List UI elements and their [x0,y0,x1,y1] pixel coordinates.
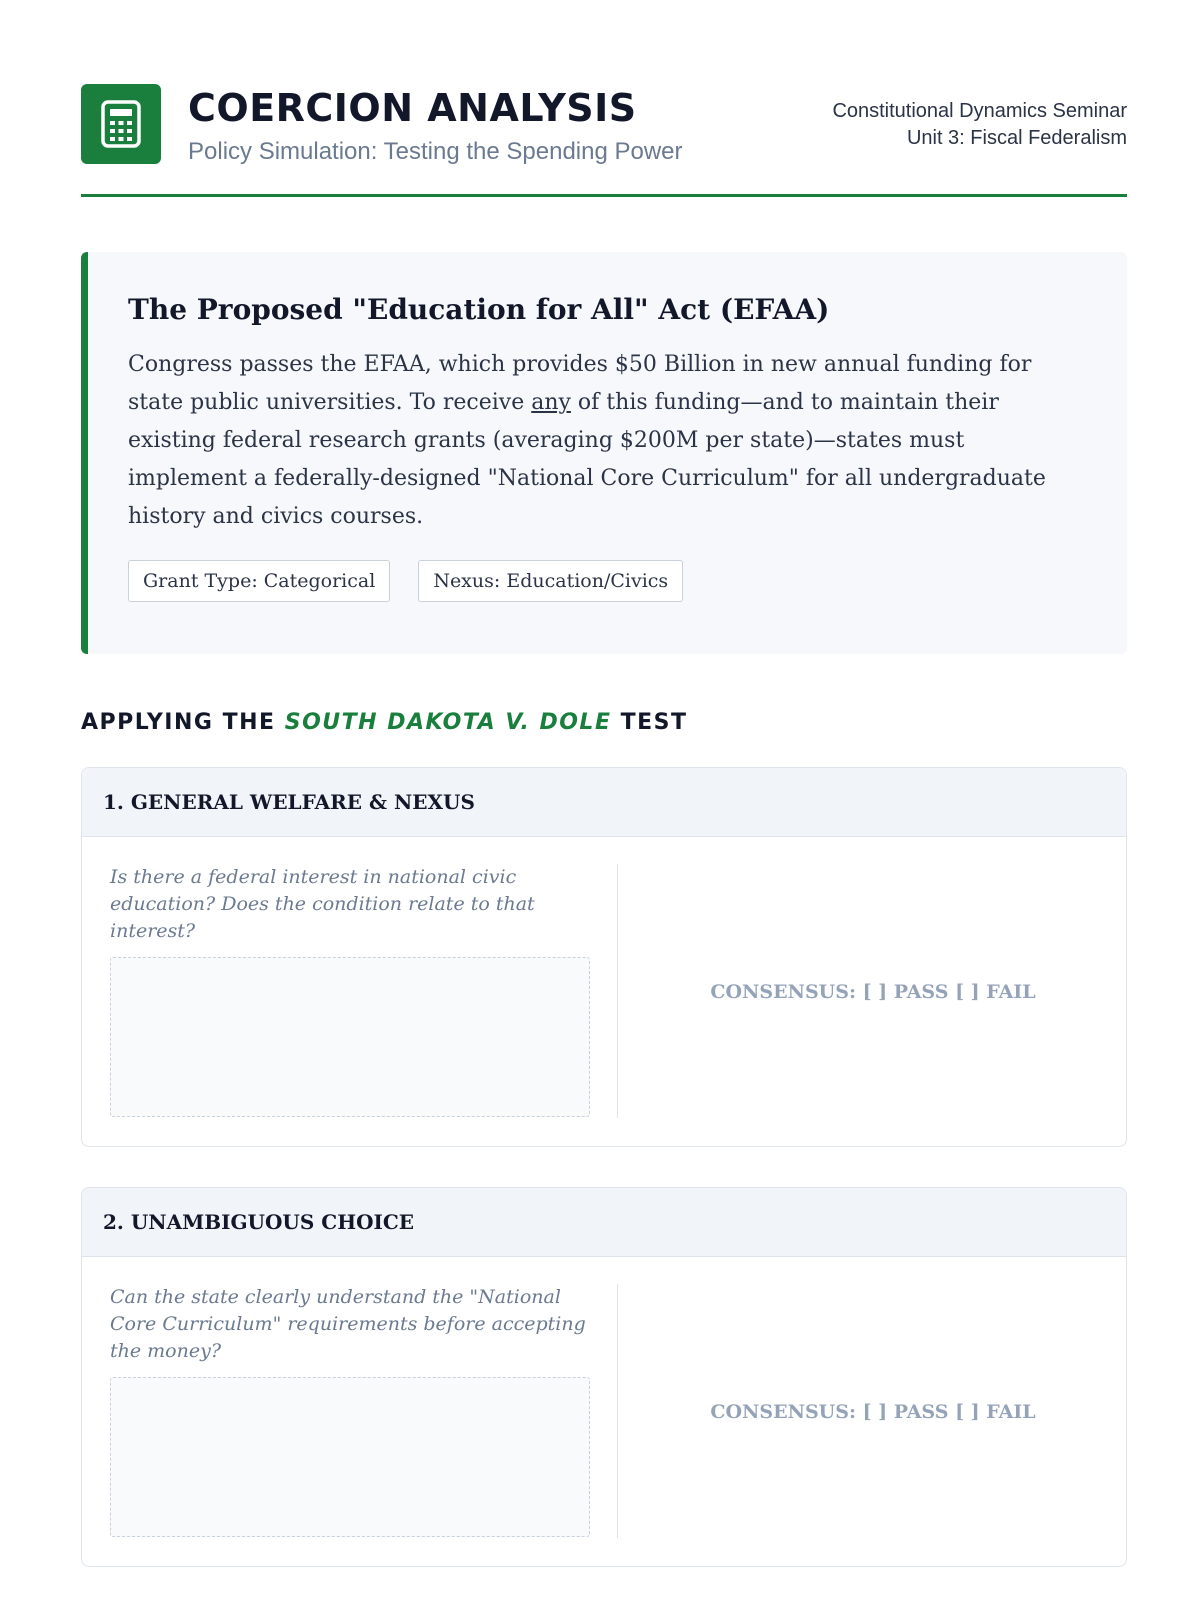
criterion-title: 1. GENERAL WELFARE & NEXUS [82,768,1126,837]
page-subtitle: Policy Simulation: Testing the Spending Power [188,138,683,165]
course-meta [832,98,1127,152]
notes-area[interactable] [110,957,590,1117]
notes-area[interactable] [110,1377,590,1537]
calculator-icon [81,84,161,164]
section-heading-prefix: APPLYING THE [81,710,276,735]
unit-name: Unit 3: Fiscal Federalism [906,127,1127,149]
scenario-title: The Proposed "Education for All" Act (EFAA) [128,293,830,326]
criterion-title: 2. UNAMBIGUOUS CHOICE [82,1188,1126,1257]
criterion-prompt: Is there a federal interest in national civic education? Does the condition relate to that interest? [110,866,535,942]
consensus-verdict[interactable]: CONSENSUS: [ ] PASS [ ] FAIL [710,981,1036,1003]
scenario-body-emphasis: any [531,390,571,415]
tag-grant-type: Grant Type: Categorical [128,560,390,602]
course-name: Constitutional Dynamics Seminar [832,100,1127,122]
consensus-verdict[interactable]: CONSENSUS: [ ] PASS [ ] FAIL [710,1401,1036,1423]
scenario-tags [128,560,1087,602]
section-heading-suffix: TEST [620,710,688,735]
page-title: COERCION ANALYSIS [188,86,637,130]
tag-nexus: Nexus: Education/Civics [418,560,683,602]
header-divider [81,194,1127,197]
scenario-body [128,346,1087,536]
section-heading-case: SOUTH DAKOTA V. DOLE [284,710,612,735]
scenario-body-end: of this funding—and to maintain their existing federal research grants (averaging $200M per state)—states must implement a federally-designed "National Core Curriculum" for all undergraduate history and civics courses. [128,390,1046,529]
scenario-body-start: Congress passes the EFAA, which provides $50 Billion in new annual funding for state public universities. To receive [128,352,1032,415]
criterion-card [81,1187,1127,1567]
scenario-card [81,252,1127,654]
criterion-card [81,767,1127,1147]
page-header [81,0,1127,198]
criterion-body [82,837,1126,1147]
worksheet-page [81,0,1127,1423]
criterion-prompt: Can the state clearly understand the "National Core Curriculum" requirements before accepting the money? [110,1286,586,1362]
section-heading [81,710,688,735]
criterion-body [82,1257,1126,1567]
